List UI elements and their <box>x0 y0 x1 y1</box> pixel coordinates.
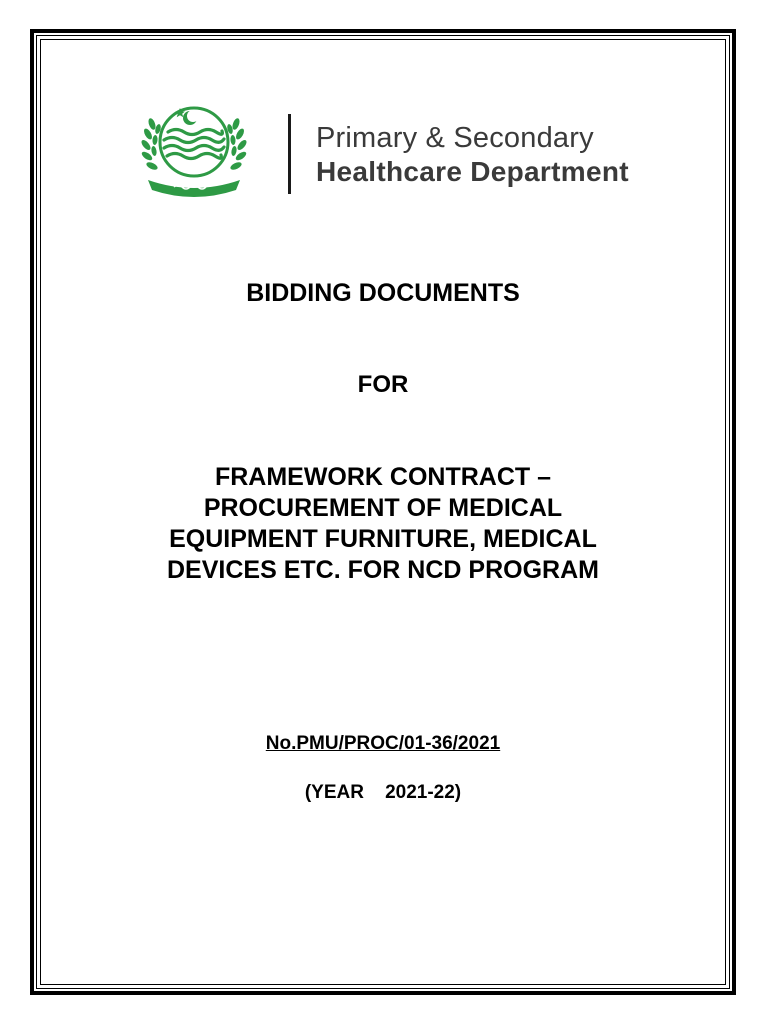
subject-line-1: FRAMEWORK CONTRACT – <box>214 463 552 491</box>
document-connector: FOR <box>357 371 409 398</box>
subject-line-4: DEVICES ETC. FOR NCD PROGRAM <box>167 556 599 584</box>
subject-line-3: EQUIPMENT FURNITURE, MEDICAL <box>169 525 597 553</box>
department-name-line2: Healthcare Department <box>316 156 629 187</box>
department-name-line1: Primary & Secondary <box>316 122 594 154</box>
fiscal-year: (YEAR 2021-22) <box>304 782 462 803</box>
punjab-emblem-icon <box>124 94 264 200</box>
document-title: BIDDING DOCUMENTS <box>246 279 520 307</box>
subject-line-2: PROCUREMENT OF MEDICAL <box>203 494 563 522</box>
document-subject <box>40 462 726 586</box>
reference-number: No.PMU/PROC/01-36/2021 <box>265 733 501 754</box>
header-divider <box>288 114 291 194</box>
department-header <box>110 92 670 202</box>
